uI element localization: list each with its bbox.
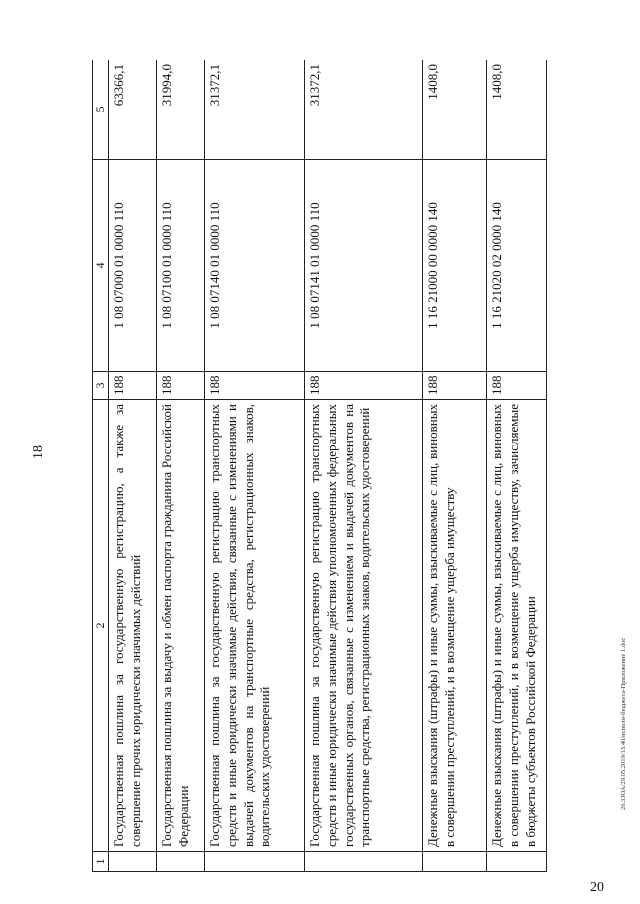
row-amount: 31372,1	[305, 60, 423, 160]
row-code: 1 16 21020 02 0000 140	[487, 160, 547, 372]
table-row	[487, 60, 547, 872]
budget-table	[92, 60, 547, 872]
page-number: 18	[31, 445, 46, 459]
row-amount: 31994,0	[157, 60, 205, 160]
row-code: 1 08 07140 01 0000 110	[205, 160, 305, 372]
row-name: Государственная пошлина за выдачу и обмен паспорта гражданина Российской Федерации	[157, 400, 205, 852]
row-name: Денежные взыскания (штрафы) и иные суммы, взыскиваемые с лиц, виновных в совершении преступлений, и в возмещение ущерба имуществу	[423, 400, 487, 852]
row-code: 1 08 07100 01 0000 110	[157, 160, 205, 372]
row-index	[487, 852, 547, 872]
row-admin: 188	[157, 372, 205, 400]
row-index	[305, 852, 423, 872]
row-code: 1 08 07141 01 0000 110	[305, 160, 423, 372]
header-col-2: 2	[93, 400, 109, 852]
file-code: 20.3ЗОА/29.05.2019/13:40/исполн-бюджета-Приложение 1.doc	[620, 637, 627, 810]
header-col-3: 3	[93, 372, 109, 400]
row-amount: 1408,0	[423, 60, 487, 160]
header-col-4: 4	[93, 160, 109, 372]
document-footer	[620, 0, 634, 904]
table-row	[205, 60, 305, 872]
table-row	[423, 60, 487, 872]
row-code: 1 16 21000 00 0000 140	[423, 160, 487, 372]
header-col-5: 5	[93, 60, 109, 160]
row-amount: 31372,1	[205, 60, 305, 160]
row-index	[157, 852, 205, 872]
row-code: 1 08 07000 01 0000 110	[109, 160, 157, 372]
table-container	[92, 60, 547, 872]
row-name: Государственная пошлина за государственную регистрацию транспортных средств и иные юридически значимые действия, связанные с изменениями и выдачей документов на транспортные средства, регистрационных знаков, водительских удостоверений	[205, 400, 305, 852]
row-name: Государственная пошлина за государственную регистрацию транспортных средств и иные юридически значимые действия уполномоченных федеральных государственных органов, связанные с изменением и выдачей документов на транспортные средства, регистрационных знаков, водительских удостоверений	[305, 400, 423, 852]
row-admin: 188	[305, 372, 423, 400]
row-amount: 1408,0	[487, 60, 547, 160]
header-col-1: 1	[93, 852, 109, 872]
header-row	[93, 60, 109, 872]
table-row	[109, 60, 157, 872]
row-name: Государственная пошлина за государственную регистрацию, а также за совершение прочих юридически значимых действий	[109, 400, 157, 852]
row-index	[423, 852, 487, 872]
row-admin: 188	[109, 372, 157, 400]
row-amount: 63366,1	[109, 60, 157, 160]
row-index	[205, 852, 305, 872]
corner-page-number: 20	[590, 880, 604, 895]
row-index	[109, 852, 157, 872]
row-admin: 188	[423, 372, 487, 400]
row-name: Денежные взыскания (штрафы) и иные суммы, взыскиваемые с лиц, виновных в совершении преступлений, и в возмещение ущерба имуществу, зачисляемые в бюджеты субъектов Российской Федерации	[487, 400, 547, 852]
table-row	[157, 60, 205, 872]
row-admin: 188	[205, 372, 305, 400]
row-admin: 188	[487, 372, 547, 400]
table-row	[305, 60, 423, 872]
